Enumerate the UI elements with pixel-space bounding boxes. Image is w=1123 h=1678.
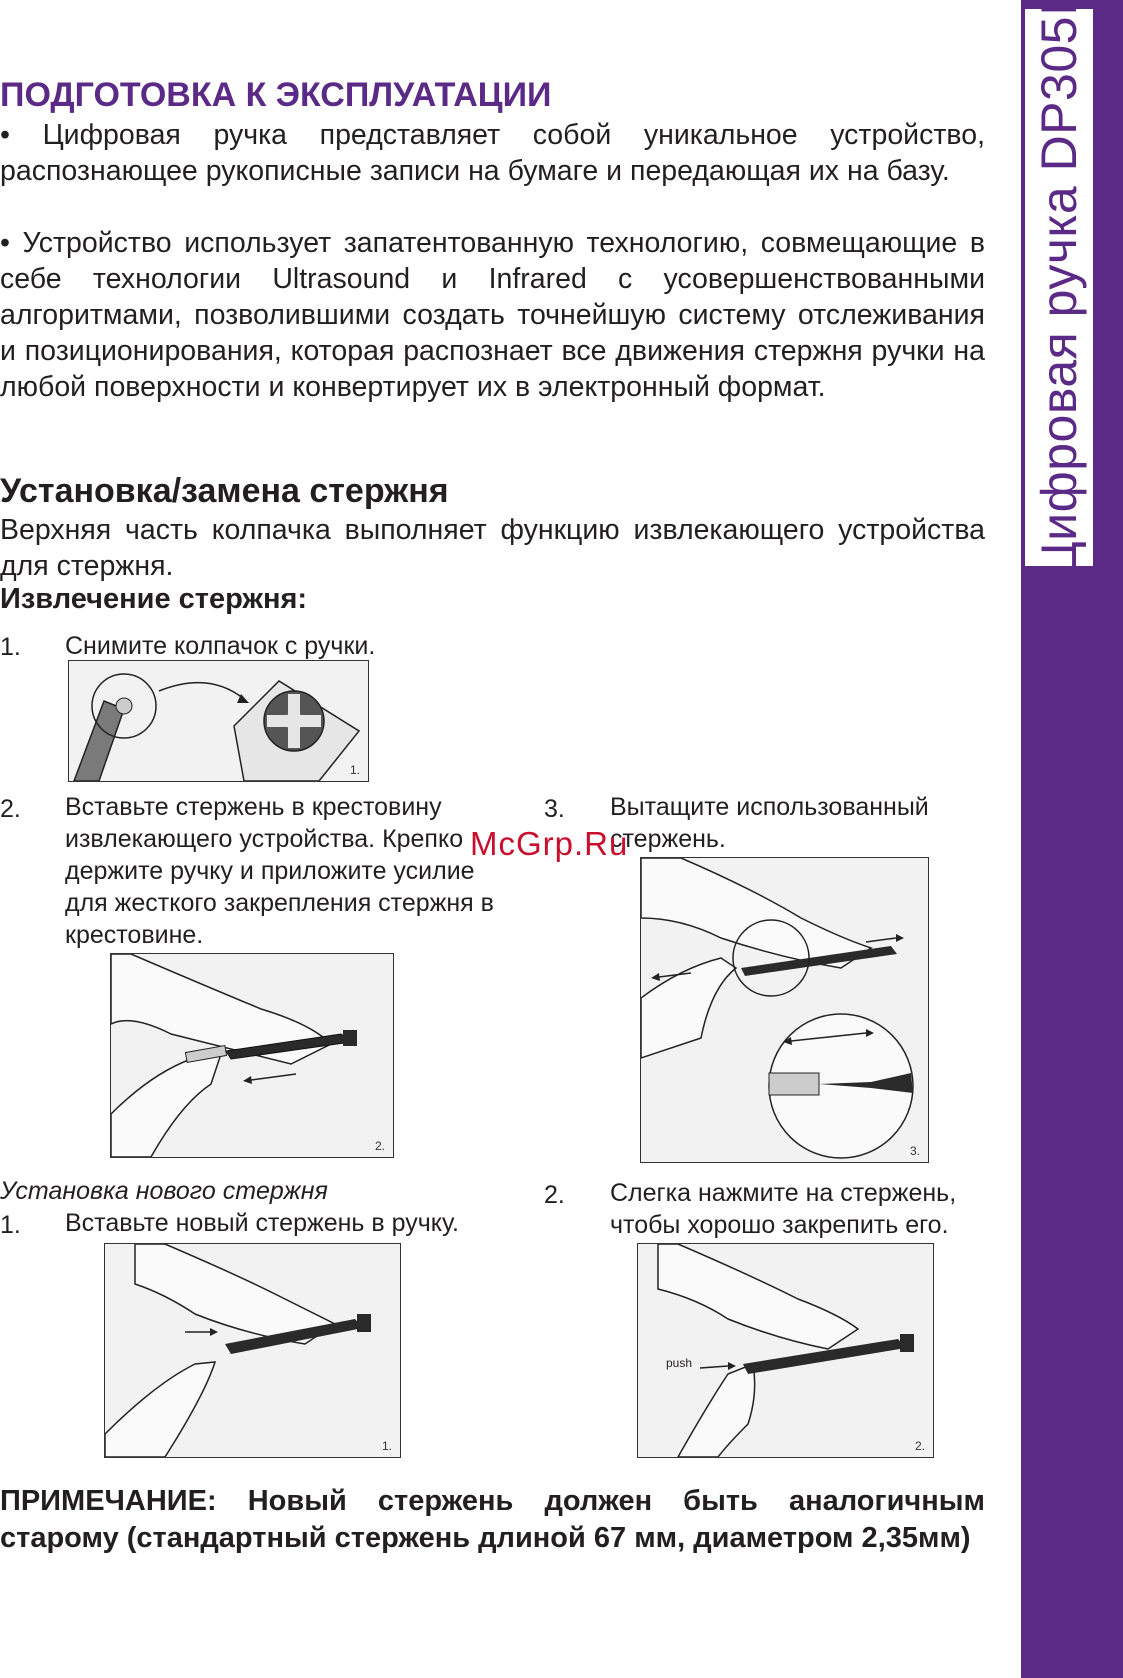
new-refill-step-1-number: 1.: [0, 1211, 21, 1239]
new-refill-step-2-text: Слегка нажмите на стержень, чтобы хорошо закрепить его.: [610, 1179, 957, 1239]
figure-insert-new-refill: [104, 1243, 401, 1458]
figure-number: 2.: [374, 1139, 385, 1153]
intro-bullet-1: • Цифровая ручка представляет собой уникальное устройство, распознающее рукописные записи на бумаге и передающая их на базу.: [0, 119, 985, 187]
intro-bullet-2: • Устройство использует запатентованную технологию, совмещающие в себе технологии Ultrasound и Infrared с усовершенствованными алгоритмами, позволившими создать точнейшую систему отслеживания и позиционирования, которая распознает все движения стержня ручки на любой поверхности и конвертирует их в электронный формат.: [0, 227, 985, 403]
watermark: McGrp.Ru: [470, 825, 629, 862]
removal-step-2-number: 2.: [0, 795, 21, 823]
figure-push-refill: [637, 1243, 934, 1458]
figure-number: 1.: [349, 763, 360, 777]
figure-pull-out-refill: [640, 857, 929, 1163]
pull-out-refill-illustration: [641, 858, 928, 1162]
removal-step-3-number: 3.: [544, 795, 565, 823]
new-refill-step-2-number: 2.: [544, 1181, 565, 1209]
figure-number: 1.: [381, 1439, 392, 1453]
install-description: Верхняя часть колпачка выполняет функцию извлекающего устройства для стержня.: [0, 514, 985, 582]
removal-step-1-number: 1.: [0, 633, 21, 661]
push-refill-illustration: [638, 1244, 933, 1457]
section-heading-preparation: ПОДГОТОВКА К ЭКСПЛУАТАЦИИ: [0, 76, 552, 114]
push-label: push: [666, 1356, 693, 1370]
sidebar-title: Цифровая ручка DP305I: [1031, 1, 1087, 579]
insert-into-cross-illustration: [111, 954, 393, 1157]
new-refill-heading: Установка нового стержня: [0, 1177, 328, 1205]
note: ПРИМЕЧАНИЕ: Новый стержень должен быть аналогичным старому (стандартный стержень длиной 67 мм, диаметром 2,35мм): [0, 1485, 985, 1554]
removal-heading: Извлечение стержня:: [0, 583, 308, 615]
removal-step-3-text: Вытащите использованный стержень.: [610, 793, 929, 853]
removal-step-2-text: Вставьте стержень в крестовину извлекающего устройства. Крепко держите ручку и приложите усилие для жесткого закрепления стержня в крестовине.: [65, 793, 494, 949]
figure-number: 3.: [909, 1144, 920, 1158]
figure-number: 2.: [914, 1439, 925, 1453]
figure-remove-cap: [68, 660, 369, 782]
new-refill-step-1-text: Вставьте новый стержень в ручку.: [65, 1209, 459, 1237]
figure-insert-into-cross: [110, 953, 394, 1158]
removal-step-1-text: Снимите колпачок с ручки.: [65, 632, 376, 660]
insert-new-refill-illustration: [105, 1244, 400, 1457]
remove-cap-illustration: [69, 661, 368, 781]
section-heading-install: Установка/замена стержня: [0, 472, 449, 510]
